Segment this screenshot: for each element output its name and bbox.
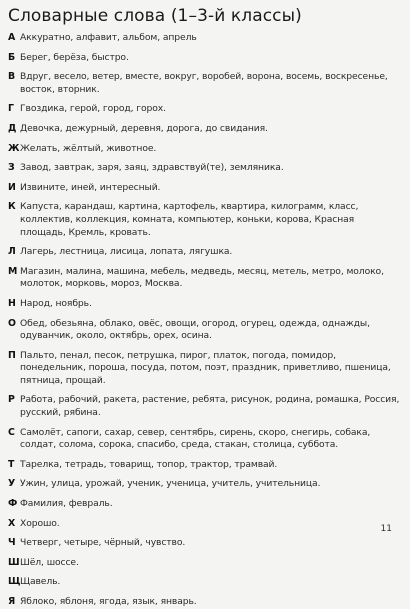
entry-words: Извините, иней, интересный. — [20, 181, 161, 193]
entry-letter: С — [8, 426, 15, 438]
entry-letter: З — [8, 162, 15, 174]
entry-words: Четверг, четыре, чёрный, чувство. — [20, 537, 186, 549]
entry-letter: О — [8, 317, 16, 329]
entry-words: Желать, жёлтый, животное. — [20, 142, 157, 154]
entry-words: Пальто, пенал, песок, петрушка, пирог, платок, погода, помидор, понедельник, пороша, посуда, потом, поэт, праздник, приветливо, пшеница, пятница, прощай. — [20, 349, 391, 386]
entry-letter: П — [8, 349, 16, 361]
entry-letter: Ж — [8, 142, 20, 154]
entry-words: Хорошо. — [20, 517, 60, 529]
entry-words: Девочка, дежурный, деревня, дорога, до свидания. — [20, 122, 268, 134]
entry-ya — [8, 596, 402, 609]
entry-letter: Х — [8, 517, 16, 529]
entry-sh — [8, 557, 402, 570]
entry-s — [8, 427, 402, 452]
entry-v — [8, 71, 402, 96]
entry-d — [8, 123, 402, 136]
entry-words: Фамилия, февраль. — [20, 498, 113, 510]
entry-letter: Ш — [8, 556, 20, 568]
entry-p — [8, 350, 402, 388]
entry-words: Самолёт, сапоги, сахар, север, сентябрь, сирень, скоро, снегирь, собака, солдат, солома, сорока, спасибо, среда, стакан, столица, суббота. — [20, 426, 371, 451]
entry-letter: Щ — [8, 576, 21, 588]
entry-words: Магазин, малина, машина, мебель, медведь, месяц, метель, метро, молоко, молоток, морковь, мороз, Москва. — [20, 265, 384, 290]
dictionary-word-list — [8, 32, 402, 609]
entry-words: Яблоко, яблоня, ягода, язык, январь. — [20, 596, 197, 607]
entry-letter: Д — [8, 122, 17, 134]
page-title: Словарные слова (1–3-й классы) — [8, 6, 302, 26]
entry-l — [8, 246, 402, 259]
entry-words: Народ, ноябрь. — [20, 297, 92, 309]
entry-letter: Б — [8, 51, 16, 63]
entry-zh — [8, 143, 402, 156]
entry-words: Вдруг, весело, ветер, вместе, вокруг, воробей, ворона, восемь, воскресенье, восток, вторник. — [20, 71, 388, 95]
entry-a — [8, 32, 402, 45]
entry-o — [8, 318, 402, 343]
entry-letter: Н — [8, 297, 16, 309]
entry-letter: Т — [8, 458, 15, 470]
entry-kh — [8, 518, 402, 531]
entry-n — [8, 298, 402, 311]
entry-words: Лагерь, лестница, лисица, лопата, лягушка. — [20, 246, 233, 258]
entry-words: Гвоздика, герой, город, горох. — [20, 103, 166, 115]
entry-words: Обед, обезьяна, облако, овёс, овощи, огород, огурец, одежда, однажды, одуванчик, около, октябрь, орех, осина. — [20, 317, 370, 342]
entry-ch — [8, 537, 402, 550]
entry-k — [8, 201, 402, 239]
entry-f — [8, 498, 402, 511]
entry-letter: Ч — [8, 537, 16, 549]
entry-u — [8, 478, 402, 491]
entry-shch — [8, 576, 402, 589]
entry-words: Аккуратно, алфавит, альбом, апрель — [20, 32, 197, 43]
entry-letter: Г — [8, 103, 14, 115]
entry-words: Берег, берёза, быстро. — [20, 51, 129, 63]
entry-letter: И — [8, 181, 16, 193]
entry-words: Щавель. — [20, 576, 61, 588]
entry-b — [8, 52, 402, 65]
entry-words: Капуста, карандаш, картина, картофель, квартира, килограмм, класс, коллектив, коллекция, комната, компьютер, коньки, корова, Красная площадь, Кремль, кровать. — [20, 201, 359, 238]
entry-words: Работа, рабочий, ракета, растение, ребята, рисунок, родина, ромашка, Россия, русский, рябина. — [20, 394, 400, 419]
entry-t — [8, 459, 402, 472]
entry-letter: Ф — [8, 498, 18, 510]
entry-letter: А — [8, 32, 16, 43]
entry-letter: Я — [8, 596, 16, 607]
entry-words: Тарелка, тетрадь, товарищ, топор, трактор, трамвай. — [20, 458, 278, 470]
entry-g — [8, 103, 402, 116]
entry-z — [8, 162, 402, 175]
entry-r — [8, 394, 402, 419]
entry-words: Ужин, улица, урожай, ученик, ученица, учитель, учительница. — [20, 478, 321, 490]
entry-words: Завод, завтрак, заря, заяц, здравствуй(те), земляника. — [20, 162, 284, 174]
entry-words: Шёл, шоссе. — [20, 556, 79, 568]
entry-m — [8, 266, 402, 291]
entry-letter: В — [8, 71, 16, 83]
entry-letter: К — [8, 201, 16, 213]
entry-letter: У — [8, 478, 16, 490]
page-number: 11 — [380, 524, 392, 534]
entry-i — [8, 182, 402, 195]
entry-letter: Л — [8, 246, 16, 258]
entry-letter: М — [8, 265, 18, 277]
entry-letter: Р — [8, 394, 15, 406]
